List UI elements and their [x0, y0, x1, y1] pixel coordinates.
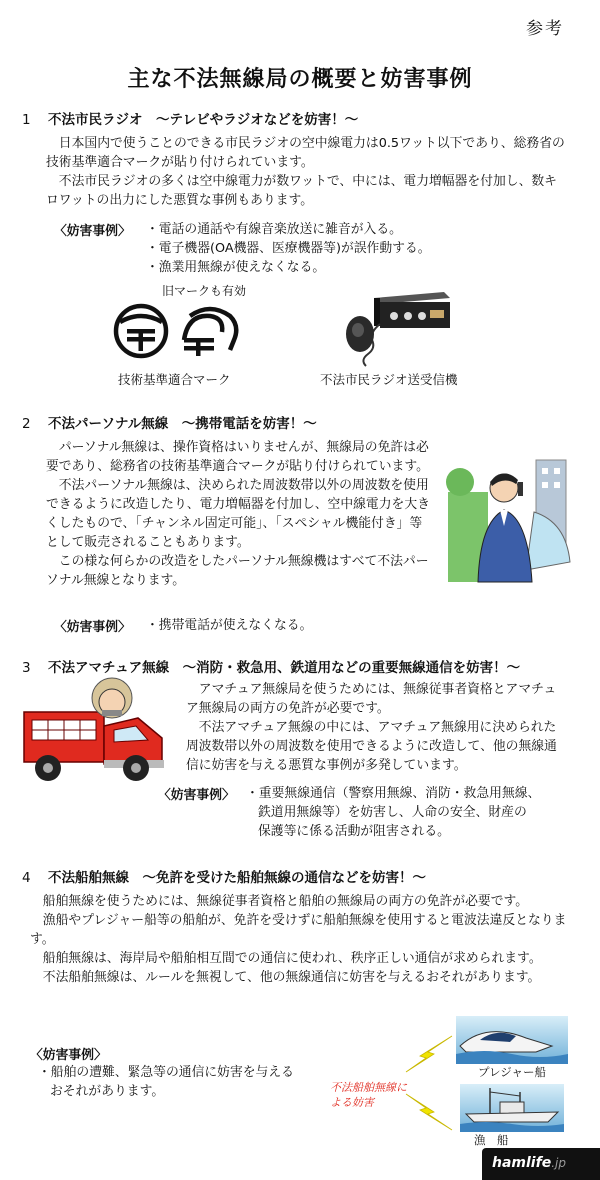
section3-examples: [246, 784, 540, 841]
example-item: おそれがあります。: [50, 1084, 165, 1099]
section1-paragraph: 日本国内で使うことのできる市民ラジオの空中線電力は0.5ワット以下であり、総務省の技術基準適合マークが貼り付けられています。: [46, 136, 565, 170]
section3-heading: [22, 656, 520, 676]
interference-note-line: よる妨害: [330, 1096, 374, 1109]
businessman-phone-icon: [446, 452, 578, 584]
section4-examples-label: 〈妨害事例〉: [30, 1048, 107, 1063]
section1-examples: [146, 220, 431, 277]
section2-heading: [22, 412, 317, 432]
watermark-logo: [492, 1155, 566, 1171]
section1-body: [46, 134, 566, 210]
section2-examples-label: 〈妨害事例〉: [54, 620, 131, 635]
section4-heading: [22, 866, 426, 886]
example-item: ・電子機器(OA機器、医療機器等)が誤作動する。: [146, 241, 431, 256]
page-title: 主な不法無線局の概要と妨害事例: [127, 67, 473, 92]
fishing-boat-caption: 漁 船: [474, 1133, 509, 1147]
example-item: 保護等に係る活動が阻害される。: [258, 824, 450, 839]
interference-note: [330, 1080, 407, 1110]
section1-number: 1: [22, 112, 31, 128]
section3-title: 不法アマチュア無線 ～消防・救急用、鉄道用などの重要無線通信を妨害！～: [48, 660, 521, 676]
section3-body: [186, 680, 566, 775]
interference-note-line: 不法船舶無線に: [330, 1081, 407, 1094]
example-item: ・電話の通話や有線音楽放送に雑音が入る。: [146, 222, 402, 237]
section3-examples-label: 〈妨害事例〉: [158, 788, 235, 803]
old-mark-note: 旧マークも有効: [162, 284, 247, 298]
conformity-mark-icon: [110, 300, 250, 362]
section4-number: 4: [22, 870, 31, 886]
section3-paragraph: 不法アマチュア無線の中には、アマチュア無線用に決められた周波数帯以外の周波数を使用できるように改造して、他の無線通信に妨害を与える悪質な事例が多発しています。: [186, 720, 557, 773]
example-item: ・船舶の遭難、緊急等の通信に妨害を与える: [38, 1065, 294, 1080]
section2-title: 不法パーソナル無線 ～携帯電話を妨害！～: [48, 416, 317, 432]
fishing-boat-icon: [460, 1084, 564, 1132]
section2-examples: [146, 616, 312, 635]
section1-heading: [22, 108, 358, 128]
example-item: 鉄道用無線等）を妨害し、人命の安全、財産の: [258, 805, 527, 820]
section2-paragraph: パーソナル無線は、操作資格はいりませんが、無線局の免許は必要であり、総務省の技術基準適合マークが貼り付けられています。: [46, 440, 429, 474]
watermark-tld: .jp: [551, 1156, 566, 1170]
section2-body: [46, 438, 434, 590]
section4-paragraph: 不法船舶無線は、ルールを無視して、他の無線通信に妨害を与えるおそれがあります。: [42, 970, 541, 985]
mark-caption: 技術基準適合マーク: [118, 372, 231, 387]
fire-truck-icon: [18, 676, 168, 788]
section4-examples: [38, 1063, 294, 1101]
example-item: ・携帯電話が使えなくなる。: [146, 618, 313, 633]
example-item: ・重要無線通信（警察用無線、消防・救急用無線、: [246, 786, 541, 801]
lightning-icon: [398, 1034, 458, 1134]
section1-examples-label: 〈妨害事例〉: [54, 224, 131, 239]
watermark-badge: [482, 1148, 600, 1180]
section4-body: [30, 892, 578, 987]
section3-number: 3: [22, 660, 31, 676]
section1-paragraph: 不法市民ラジオの多くは空中線電力が数ワットで、中には、電力増幅器を付加し、数キロワットの出力にした悪質な事例もあります。: [46, 174, 557, 208]
example-item: ・漁業用無線が使えなくなる。: [146, 260, 326, 275]
section4-title: 不法船舶無線 ～免許を受けた船舶無線の通信などを妨害！～: [48, 870, 426, 886]
section1-title: 不法市民ラジオ ～テレビやラジオなどを妨害！～: [48, 112, 359, 128]
pleasure-boat-icon: [456, 1016, 568, 1064]
section2-number: 2: [22, 416, 31, 432]
radio-caption: 不法市民ラジオ送受信機: [320, 372, 458, 387]
pleasure-boat-caption: プレジャー船: [478, 1065, 547, 1079]
section3-paragraph: アマチュア無線局を使うためには、無線従事者資格とアマチュア無線局の両方の免許が必要です。: [186, 682, 557, 716]
watermark-brand: hamlife: [492, 1155, 552, 1171]
corner-label: 参考: [526, 19, 564, 39]
section4-paragraph: 船舶無線を使うためには、無線従事者資格と船舶の無線局の両方の免許が必要です。: [42, 894, 529, 909]
section4-paragraph: 船舶無線は、海岸局や船舶相互間での通信に使われ、秩序正しい通信が求められます。: [42, 951, 542, 966]
cb-radio-icon: [340, 286, 460, 370]
section2-paragraph: 不法パーソナル無線は、決められた周波数帯以外の周波数を使用できるように改造したり、電力増幅器を付加し、空中線電力を大きくしたもので、「チャンネル固定可能」、「スペシャル機能付き」等として販売されることもあります。: [46, 478, 430, 550]
section4-paragraph: 漁船やプレジャー船等の船舶が、免許を受けずに船舶無線を使用すると電波法違反となります。: [30, 913, 567, 947]
section2-paragraph: この様な何らかの改造をしたパーソナル無線機はすべて不法パーソナル無線となります。: [46, 554, 429, 588]
